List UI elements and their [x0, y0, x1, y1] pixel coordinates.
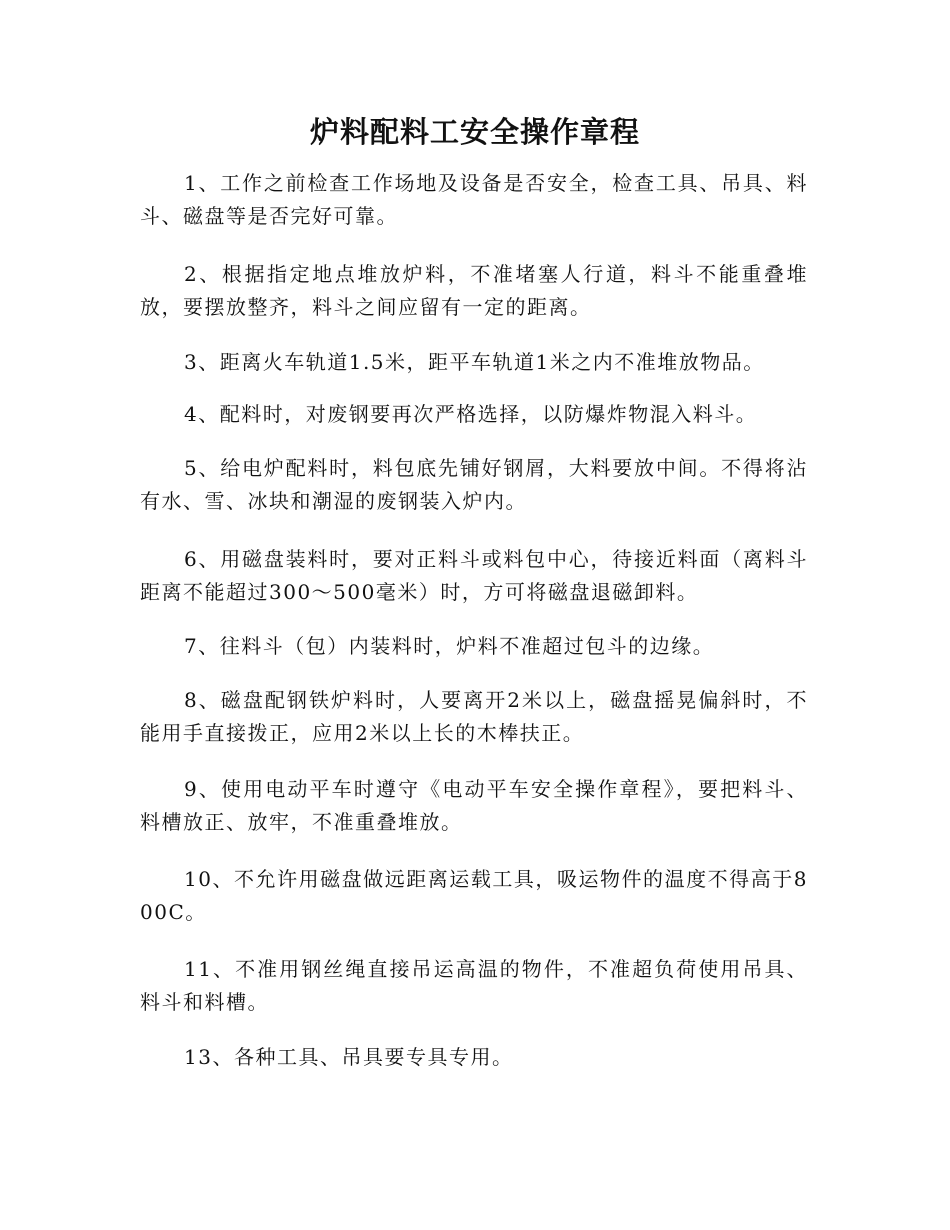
rule-paragraph-10: 10、不允许用磁盘做远距离运载工具，吸运物件的温度不得高于800C。	[140, 867, 808, 924]
rule-paragraph-9: 9、使用电动平车时遵守《电动平车安全操作章程》，要把料斗、料槽放正、放牢，不准重叠堆放。	[140, 777, 808, 834]
rule-paragraph-3: 3、距离火车轨道1.5米，距平车轨道1米之内不准堆放物品。	[184, 350, 765, 374]
rule-paragraph-7: 7、往料斗（包）内装料时，炉料不准超过包斗的边缘。	[184, 634, 715, 658]
rule-paragraph-5: 5、给电炉配料时，料包底先铺好钢屑，大料要放中间。不得将沾有水、雪、冰块和潮湿的废钢装入炉内。	[140, 456, 808, 513]
rule-paragraph-11: 11、不准用钢丝绳直接吊运高温的物件，不准超负荷使用吊具、料斗和料槽。	[140, 957, 808, 1014]
rule-paragraph-2: 2、根据指定地点堆放炉料，不准堵塞人行道，料斗不能重叠堆放，要摆放整齐，料斗之间应留有一定的距离。	[140, 262, 808, 319]
document-title: 炉料配料工安全操作章程	[309, 115, 640, 149]
rule-paragraph-8: 8、磁盘配钢铁炉料时，人要离开2米以上，磁盘摇晃偏斜时，不能用手直接拨正，应用2米以上长的木棒扶正。	[140, 688, 808, 745]
rule-paragraph-6: 6、用磁盘装料时，要对正料斗或料包中心，待接近料面（离料斗距离不能超过300～500毫米）时，方可将磁盘退磁卸料。	[140, 547, 808, 604]
rule-paragraph-1: 1、工作之前检查工作场地及设备是否安全，检查工具、吊具、料斗、磁盘等是否完好可靠。	[140, 171, 808, 228]
rule-paragraph-4: 4、配料时，对废钢要再次严格选择，以防爆炸物混入料斗。	[184, 402, 758, 426]
rule-paragraph-13: 13、各种工具、吊具要专具专用。	[184, 1045, 514, 1069]
